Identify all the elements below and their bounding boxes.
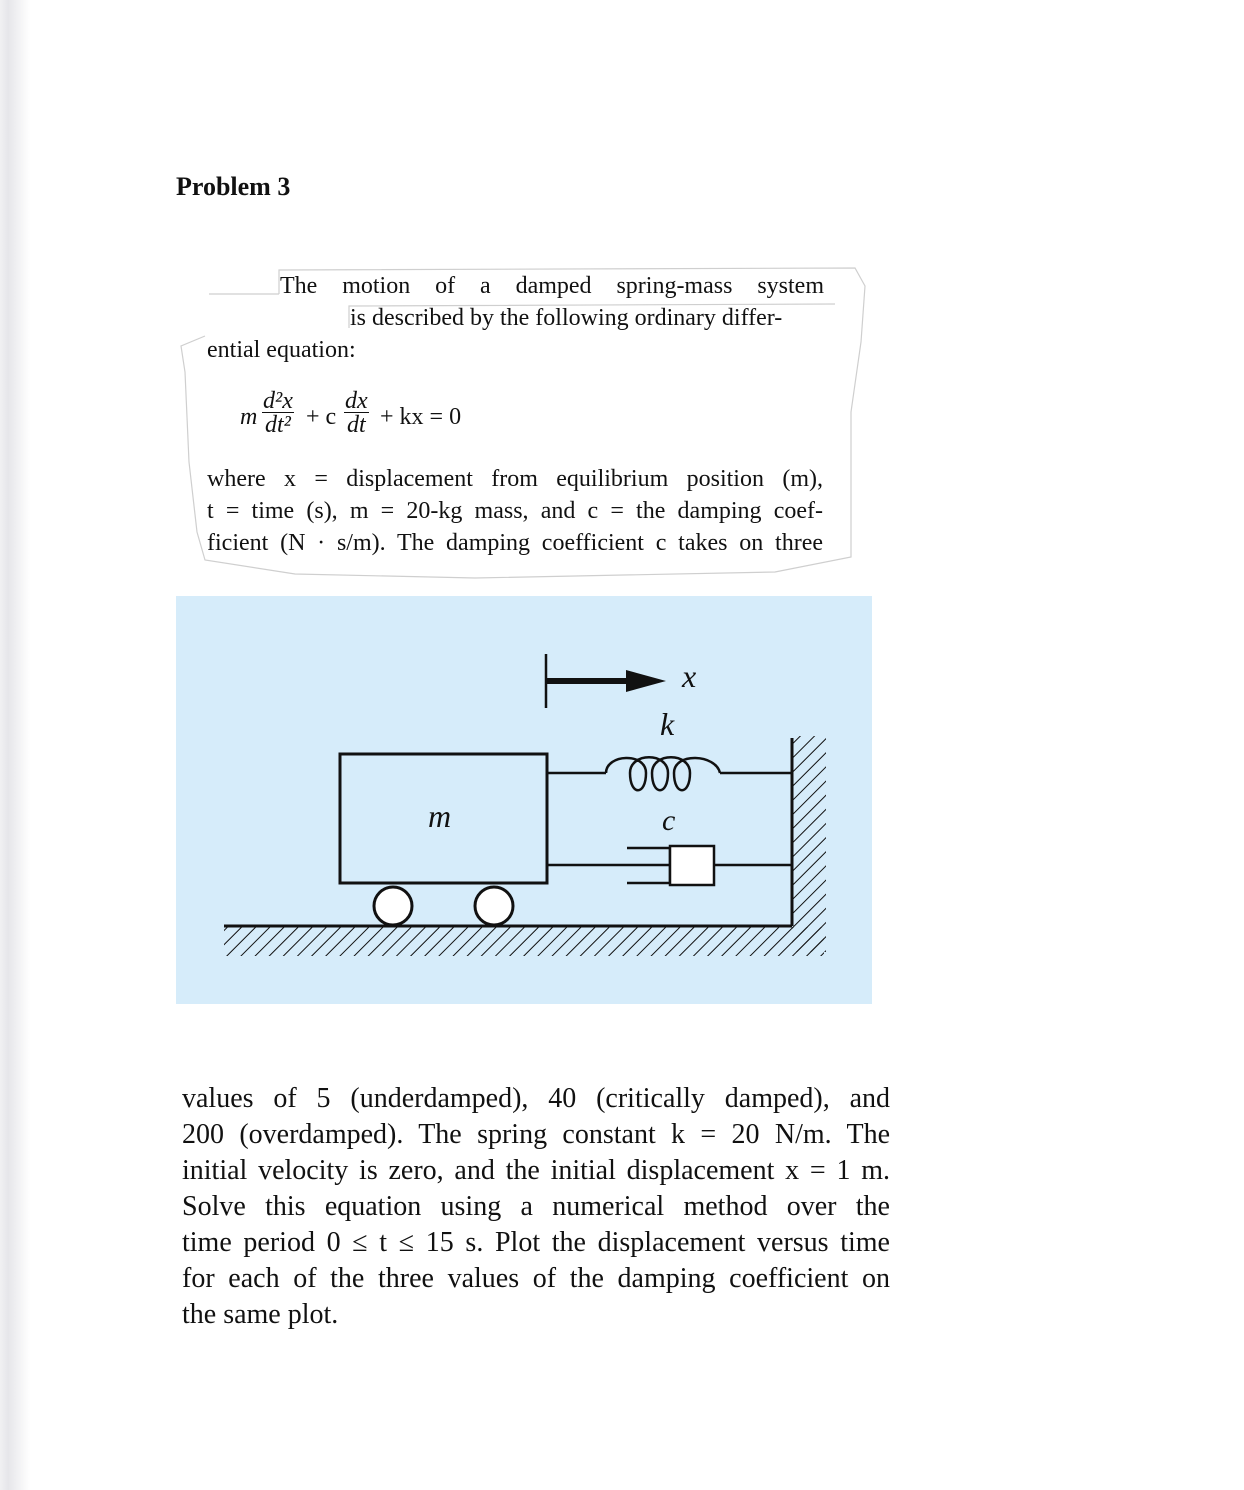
wheel-right	[475, 887, 513, 925]
spring-mass-damper-figure	[176, 596, 872, 1004]
label-m: m	[428, 798, 452, 834]
figure-drawing	[176, 596, 872, 1004]
continuation-line-6: for each of the three values of the damping coefficient on	[182, 1263, 890, 1294]
continuation-line-2: 200 (overdamped). The spring constant k = 20 N/m. The	[182, 1119, 890, 1150]
definitions-line-1: where x = displacement from equilibrium position (m),	[207, 466, 823, 492]
label-x: x	[682, 658, 697, 694]
page-left-edge	[0, 0, 30, 1490]
eq-fraction-second-derivative	[262, 390, 294, 437]
continuation-line-3: initial velocity is zero, and the initial displacement x = 1 m.	[182, 1155, 890, 1186]
intro-line-2: is described by the following ordinary differ-	[350, 305, 783, 331]
spring	[547, 757, 792, 790]
eq-frac1-denominator: dt²	[264, 412, 291, 438]
label-c: c	[662, 804, 676, 837]
wall-hatching	[792, 736, 826, 952]
eq-m: m	[240, 404, 258, 430]
continuation-line-5: time period 0 ≤ t ≤ 15 s. Plot the displacement versus time	[182, 1227, 890, 1258]
eq-frac1-numerator: d²x	[263, 388, 293, 414]
definitions-line-3: ficient (N · s/m). The damping coefficient c takes on three	[207, 530, 823, 556]
eq-fraction-first-derivative	[344, 390, 369, 437]
eq-frac2-numerator: dx	[345, 388, 368, 414]
definitions-line-2: t = time (s), m = 20-kg mass, and c = the damping coef-	[207, 498, 823, 524]
eq-plus-c: + c	[306, 404, 337, 430]
intro-line-1: The motion of a damped spring-mass system	[280, 273, 824, 299]
intro-line-3: ential equation:	[207, 337, 356, 363]
problem-title: Problem 3	[176, 172, 291, 201]
label-k: k	[660, 706, 675, 742]
continuation-line-7: the same plot.	[182, 1299, 339, 1330]
wheel-left	[374, 887, 412, 925]
damper	[547, 846, 792, 885]
eq-frac2-denominator: dt	[346, 412, 366, 438]
ground-hatching	[224, 927, 824, 956]
eq-rest: + kx = 0	[380, 404, 462, 430]
displacement-arrow-head	[626, 670, 666, 692]
continuation-line-1: values of 5 (underdamped), 40 (critically damped), and	[182, 1083, 890, 1114]
continuation-line-4: Solve this equation using a numerical method over the	[182, 1191, 890, 1222]
